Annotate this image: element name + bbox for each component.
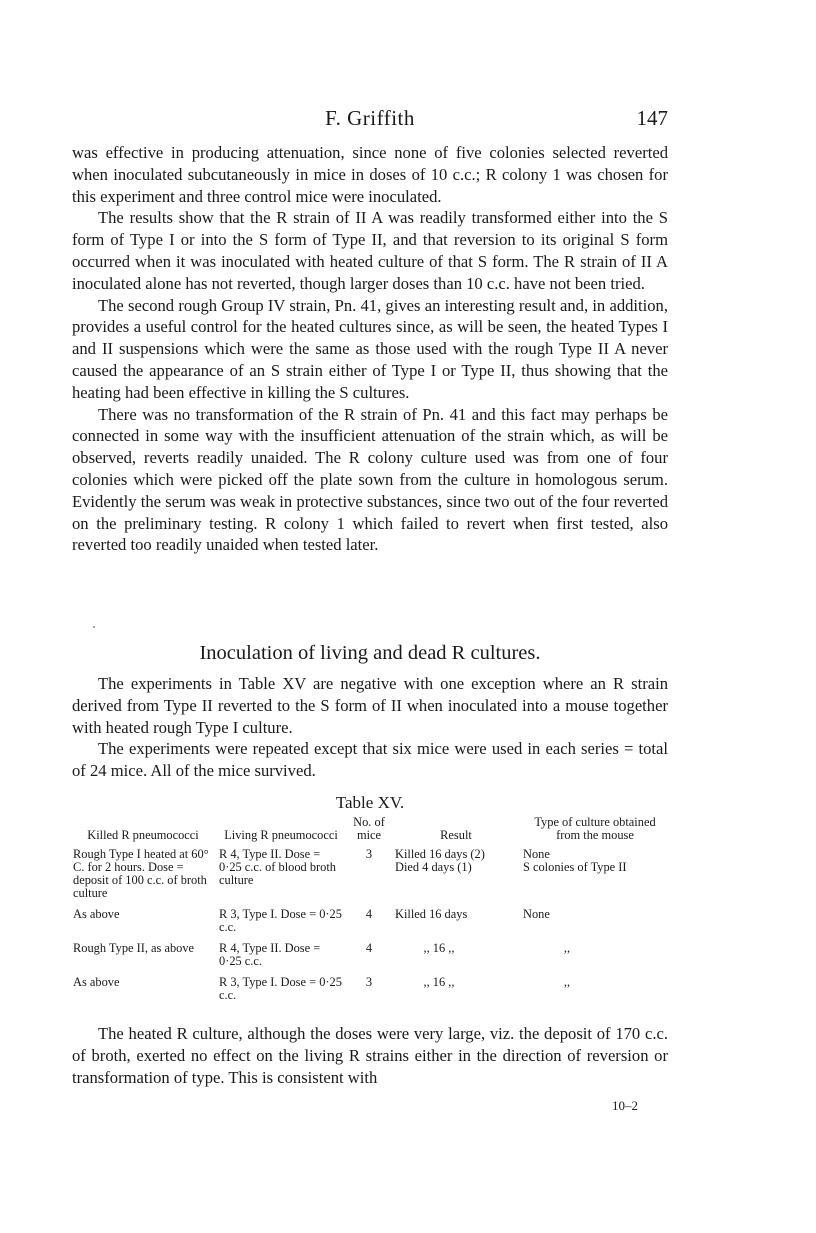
cell-type — [520, 848, 670, 908]
paragraph: The heated R culture, although the doses were very large, viz. the deposit of 170 c.c. of broth, exerted no effect on the living R strains either in the direction of reversion or transformation of type. This is consistent with — [72, 1024, 668, 1087]
ditto-result: ,, 16 ,, — [423, 975, 455, 989]
type-line: None — [523, 847, 550, 861]
cell-result — [392, 848, 520, 908]
result-line: Killed 16 days (2) — [395, 847, 485, 861]
cell-result — [392, 942, 520, 976]
paragraph: The experiments in Table XV are negative with one exception where an R strain derived from Type II reverted to the S form of II when inoculated into a mouse together with heated rough Type I culture. — [72, 674, 668, 737]
stray-mark — [93, 626, 95, 628]
body-text-middle — [72, 673, 668, 782]
col-header-type: Type of culture obtained from the mouse — [534, 815, 656, 842]
signature-mark: 10–2 — [612, 1098, 638, 1113]
page-header — [72, 106, 668, 134]
running-head: F. Griffith — [325, 106, 415, 130]
cell-killed: As above — [73, 975, 120, 989]
cell-mice: 3 — [365, 847, 373, 861]
cell-type — [520, 942, 670, 976]
cell-living: R 4, Type II. Dose = 0·25 c.c. — [219, 941, 321, 968]
col-header-killed: Killed R pneumococci — [87, 828, 199, 842]
cell-result — [392, 976, 520, 1010]
paragraph: The second rough Group IV strain, Pn. 41, gives an interesting result and, in addition, provides a useful control for the heated cultures since, as will be seen, the heated Types I and II suspensions which were the same as those used with the rough Type II A never caused the appearance of an S strain either of Type I or Type II, thus showing that the heating had been effective in killing the S cultures. — [72, 295, 668, 402]
cell-killed: As above — [73, 907, 120, 921]
paragraph: was effective in producing attenuation, since none of five colonies selected reverted when inoculated subcutaneously in mice in doses of 10 c.c.; R colony 1 was chosen for this experiment and three control mice were inoculated. — [72, 143, 668, 206]
table-header-row — [70, 816, 670, 848]
section-title: Inoculation of living and dead R cultures. — [199, 642, 541, 664]
cell-mice: 4 — [365, 907, 373, 921]
cell-living: R 3, Type I. Dose = 0·25 c.c. — [219, 907, 342, 934]
paragraph: There was no transformation of the R strain of Pn. 41 and this fact may perhaps be connected in some way with the insufficient attenuation of the strain which, as will be observed, reverts readily unaided. The R colony culture used was from one of four colonies which were picked off the plate sown from the culture in homologous serum. Evidently the serum was weak in protective substances, since two out of the four reverted on the preliminary testing. R colony 1 which failed to revert when first tested, also reverted too readily unaided when tested later. — [72, 404, 668, 555]
cell-mice: 4 — [365, 941, 373, 955]
result-line: Died 4 days (1) — [395, 860, 472, 874]
cell-type — [520, 976, 670, 1010]
body-text-bottom — [72, 1023, 668, 1088]
cell-type: None — [523, 907, 550, 921]
page-number: 147 — [636, 106, 668, 130]
type-line: S colonies of Type II — [523, 860, 627, 874]
col-header-mice: No. of mice — [353, 815, 385, 842]
cell-killed: Rough Type I heated at 60° C. for 2 hours. Dose = deposit of 100 c.c. of broth culture — [73, 847, 209, 900]
table-title: Table XV. — [335, 793, 405, 812]
cell-living: R 4, Type II. Dose = 0·25 c.c. of blood broth culture — [219, 847, 336, 887]
ditto-type: ,, — [563, 941, 571, 955]
table-row — [70, 976, 670, 1010]
cell-living: R 3, Type I. Dose = 0·25 c.c. — [219, 975, 342, 1002]
cell-result: Killed 16 days — [395, 907, 468, 921]
paragraph: The experiments were repeated except that six mice were used in each series = total of 24 mice. All of the mice survived. — [72, 739, 668, 781]
ditto-result: ,, 16 ,, — [423, 941, 455, 955]
paragraph: The results show that the R strain of II A was readily transformed either into the S form of Type I or into the S form of Type II, and that reversion to its original S form occurred when it was inoculated with heated culture of that S form. The R strain of II A inoculated alone has not reverted, though larger doses than 10 c.c. have not been tried. — [72, 208, 668, 293]
ditto-type: ,, — [563, 975, 571, 989]
results-table — [70, 816, 670, 1010]
col-header-living: Living R pneumococci — [224, 828, 338, 842]
body-text-top — [72, 142, 668, 556]
table-row — [70, 942, 670, 976]
table-row — [70, 848, 670, 908]
cell-mice: 3 — [365, 975, 373, 989]
table-row — [70, 908, 670, 942]
cell-killed: Rough Type II, as above — [73, 941, 195, 955]
col-header-result: Result — [440, 828, 472, 842]
